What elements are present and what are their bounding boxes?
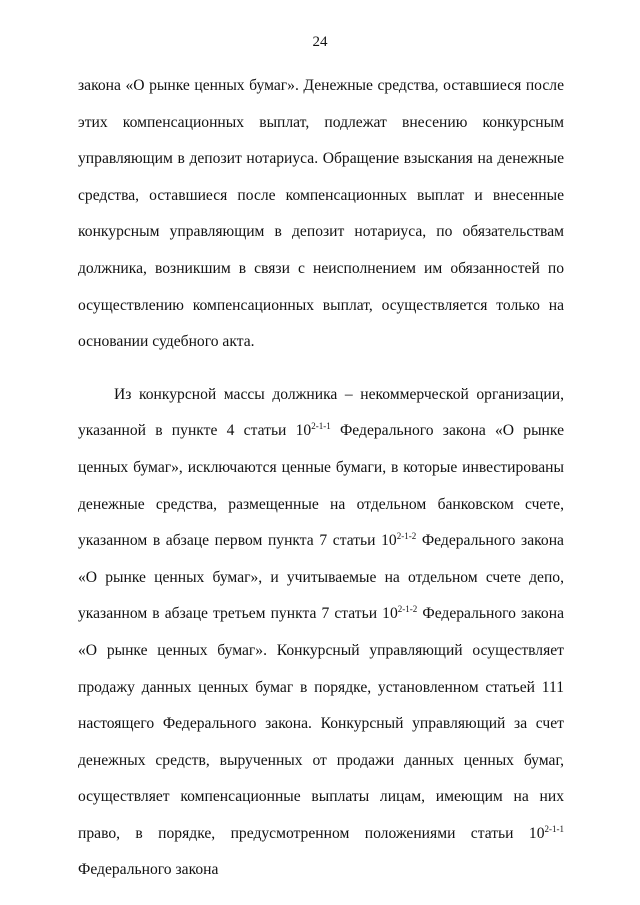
article-superscript-3: 2-1-2 [397,604,418,615]
article-superscript-1: 2-1-1 [311,421,331,432]
paragraph-2-text-1: Из конкурсной массы должника – некоммерческой организации, указанной в пункте 4 статьи 10 [78,385,564,440]
paragraph-2-text-3: Федерального закона «О рынке ценных бумаг», и учитываемые на отдельном счете депо, указанном в абзаце третьем пункта 7 статьи 10 [78,532,564,623]
article-superscript-2: 2-1-2 [396,531,417,542]
paragraph-2 [78,377,564,889]
paragraph-2-text-2: Федерального закона «О рынке ценных бумаг», исключаются ценные бумаги, в которые инвестированы денежные средства, размещенные на отдельном банковском счете, указанном в абзаце первом пункта 7 статьи 10 [78,422,564,550]
document-body [78,68,564,889]
article-superscript-4: 2-1-1 [544,823,564,834]
paragraph-2-text-5: Федерального закона [78,861,219,879]
page-number: 24 [312,34,328,50]
paragraph-1-text: закона «О рынке ценных бумаг». Денежные средства, оставшиеся после этих компенсационных выплат, подлежат внесению конкурсным управляющим в депозит нотариуса. Обращение взыскания на денежные средства, оставшиеся после компенсационных выплат и внесенные конкурсным управляющим в депозит нотариуса, по обязательствам должника, возникшим в связи с неисполнением им обязанностей по осуществлению компенсационных выплат, осуществляется только на основании судебного акта. [78,77,564,351]
paragraph-2-text-4: Федерального закона «О рынке ценных бумаг». Конкурсный управляющий осуществляет продажу данных ценных бумаг в порядке, установленном статьей 111 настоящего Федерального закона. Конкурсный управляющий за счет денежных средств, вырученных от продажи данных ценных бумаг, осуществляет компенсационные выплаты лицам, имеющим на них право, в порядке, предусмотренном положениями статьи 10 [78,605,564,842]
paragraph-1 [78,68,564,361]
